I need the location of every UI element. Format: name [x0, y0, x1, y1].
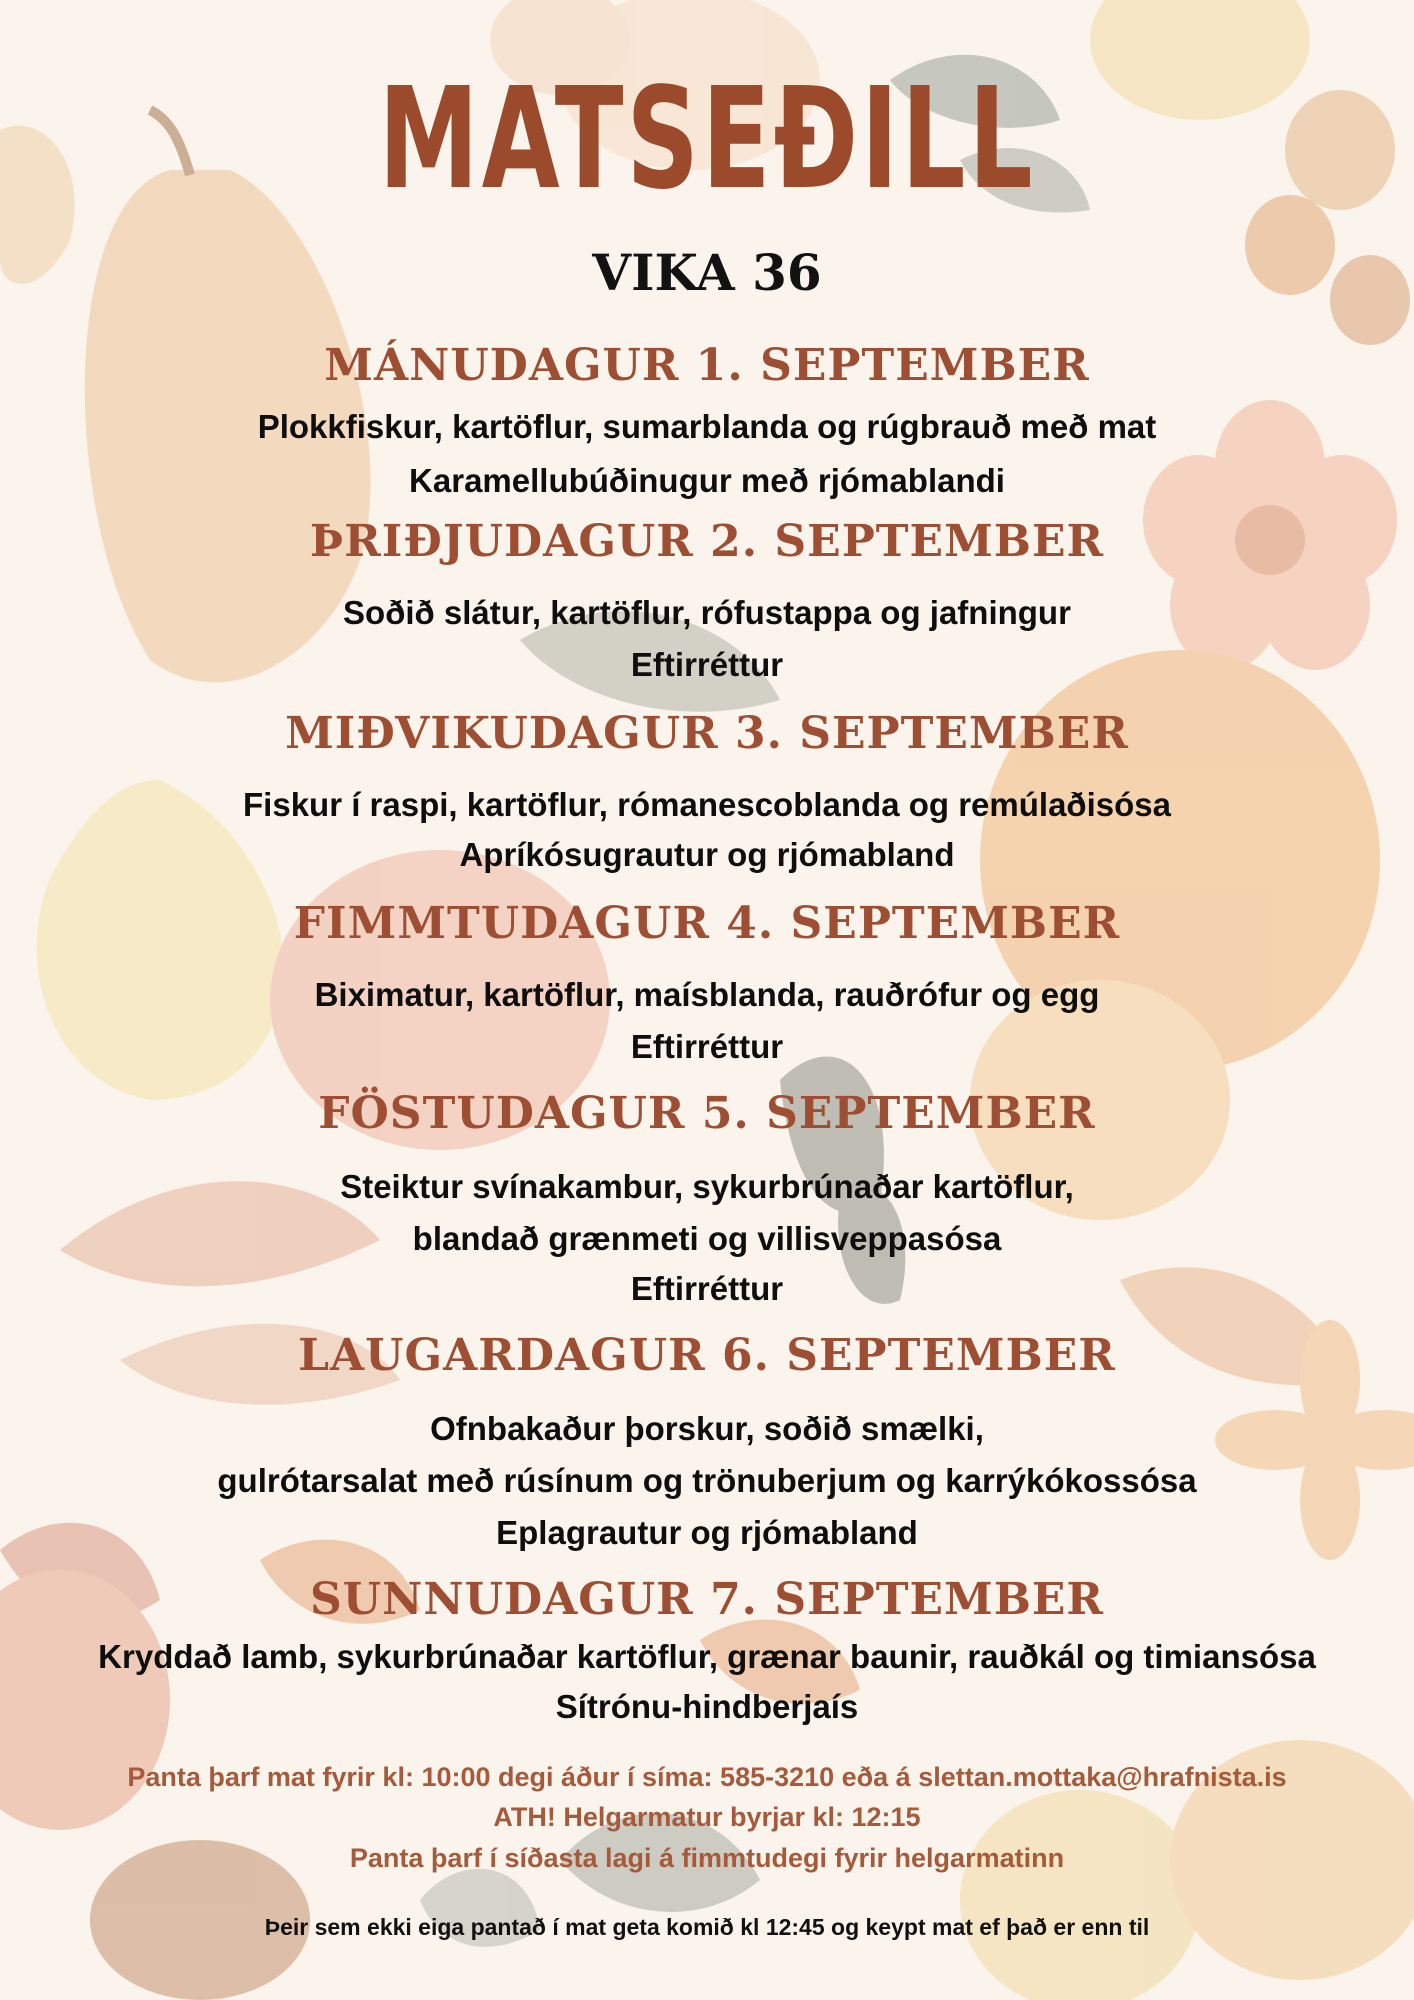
- day-heading-friday: FÖSTUDAGUR 5. SEPTEMBER: [318, 1088, 1096, 1139]
- weekend-time-note: ATH! Helgarmatur byrjar kl: 12:15: [493, 1802, 921, 1832]
- dish-line: Apríkósugrautur og rjómabland: [459, 836, 955, 873]
- dish-line: Karamellubúðinugur með rjómablandi: [409, 462, 1005, 499]
- menu-title: MATSEÐILL: [378, 58, 1036, 221]
- dish-line: Soðið slátur, kartöflur, rófustappa og jafningur: [343, 594, 1071, 631]
- order-note: Panta þarf mat fyrir kl: 10:00 degi áður í síma: 585-3210 eða á slettan.mottaka@hrafnista.is: [127, 1762, 1287, 1792]
- day-heading-wednesday: MIÐVIKUDAGUR 3. SEPTEMBER: [285, 708, 1129, 759]
- dish-line: Eftirréttur: [630, 646, 784, 683]
- dish-line: Biximatur, kartöflur, maísblanda, rauðrófur og egg: [314, 976, 1100, 1013]
- dish-line: blandað grænmeti og villisveppasósa: [412, 1220, 1002, 1257]
- dish-line: Kryddað lamb, sykurbrúnaðar kartöflur, grænar baunir, rauðkál og timiansósa: [98, 1638, 1316, 1675]
- dish-line: Steiktur svínakambur, sykurbrúnaðar kartöflur,: [340, 1168, 1074, 1205]
- day-heading-tuesday: ÞRIÐJUDAGUR 2. SEPTEMBER: [309, 516, 1105, 567]
- day-heading-saturday: LAUGARDAGUR 6. SEPTEMBER: [298, 1330, 1116, 1381]
- footer-note: Þeir sem ekki eiga pantað í mat geta komið kl 12:45 og keypt mat ef það er enn til: [264, 1914, 1150, 1940]
- dish-line: Eplagrautur og rjómabland: [496, 1514, 918, 1551]
- dish-line: Eftirréttur: [630, 1270, 784, 1307]
- dish-line: Fiskur í raspi, kartöflur, rómanescoblanda og remúlaðisósa: [243, 786, 1171, 823]
- weekend-order-note: Panta þarf í síðasta lagi á fimmtudegi fyrir helgarmatinn: [349, 1843, 1065, 1873]
- dish-line: Ofnbakaður þorskur, soðið smælki,: [430, 1410, 984, 1447]
- day-heading-sunday: SUNNUDAGUR 7. SEPTEMBER: [309, 1574, 1104, 1625]
- dish-line: Plokkfiskur, kartöflur, sumarblanda og rúgbrauð með mat: [257, 408, 1157, 445]
- dish-line: Sítrónu-hindberjaís: [555, 1688, 859, 1725]
- day-heading-thursday: FIMMTUDAGUR 4. SEPTEMBER: [293, 898, 1121, 949]
- dish-line: Eftirréttur: [630, 1028, 784, 1065]
- dish-line: gulrótarsalat með rúsínum og trönuberjum og karrýkókossósa: [217, 1462, 1197, 1499]
- day-heading-monday: MÁNUDAGUR 1. SEPTEMBER: [324, 340, 1090, 391]
- week-label: VIKA 36: [592, 243, 822, 302]
